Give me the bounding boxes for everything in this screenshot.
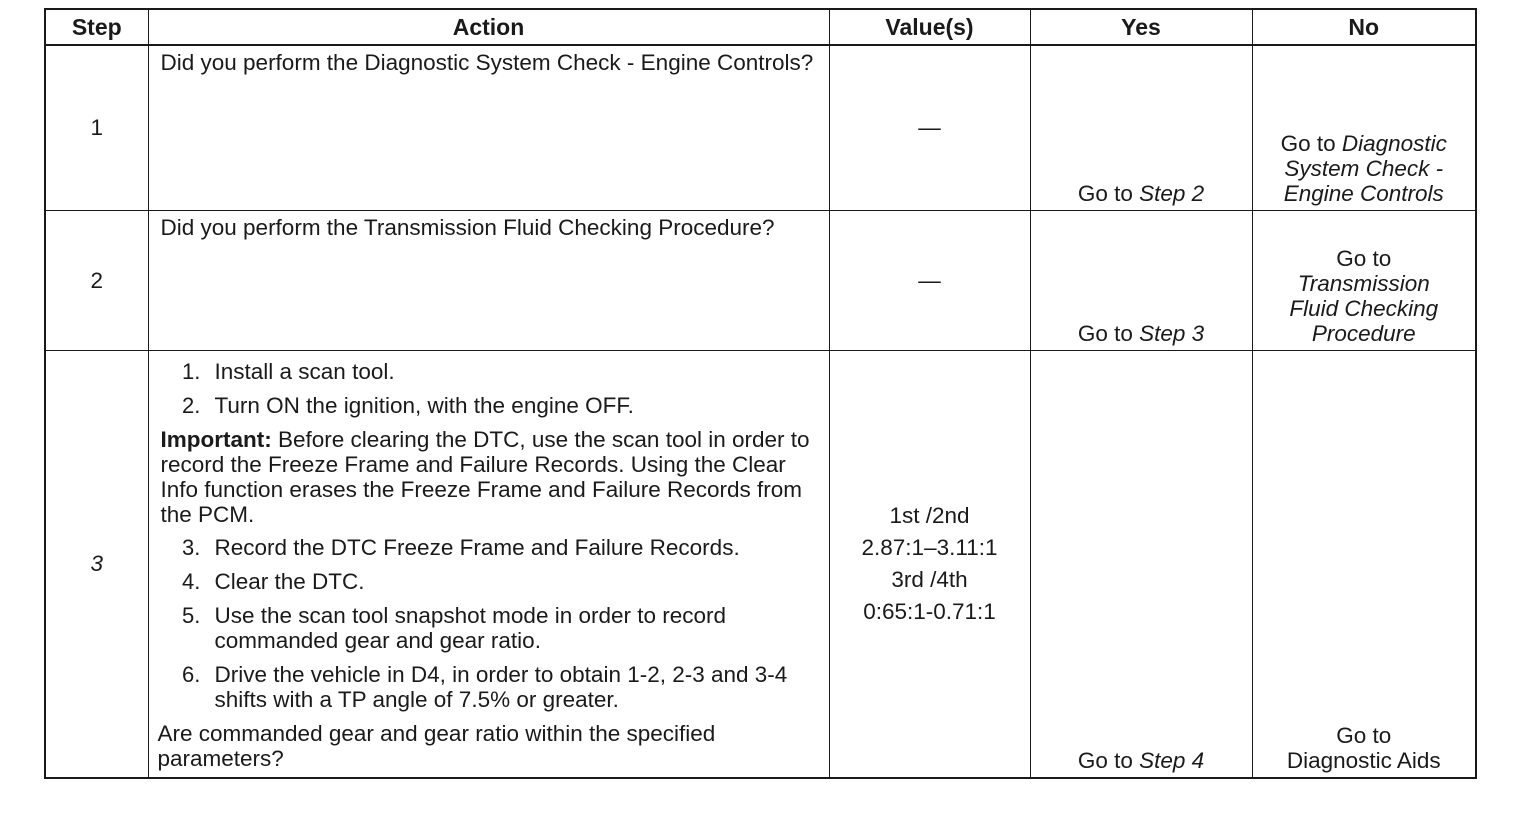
steps-list-a [161, 359, 815, 418]
no-cell[interactable] [1252, 45, 1476, 210]
no-prefix: Go to [1336, 245, 1392, 271]
yes-prefix: Go to [1077, 320, 1140, 346]
value-ratio: 2.87:1–3.11:1 [861, 535, 998, 560]
header-no: No [1252, 9, 1476, 45]
table-row [45, 350, 1476, 778]
list-item: 2. Turn ON the ignition, with the engine OFF. [207, 393, 815, 418]
yes-link[interactable]: Step 4 [1139, 747, 1205, 773]
yes-link[interactable]: Step 2 [1139, 180, 1205, 206]
no-link[interactable]: Transmission Fluid Checking Procedure [1289, 270, 1439, 346]
value-ratio: 0:65:1-0.71:1 [863, 599, 996, 624]
step-number: 1 [45, 45, 148, 210]
no-cell[interactable] [1252, 350, 1476, 778]
no-link[interactable]: Diagnostic Aids [1286, 747, 1441, 773]
list-item: 6. Drive the vehicle in D4, in order to obtain 1-2, 2-3 and 3-4 shifts with a TP angle of 7.5% or greater. [207, 662, 815, 712]
header-values: Value(s) [829, 9, 1030, 45]
list-item: 3. Record the DTC Freeze Frame and Failure Records. [207, 535, 815, 560]
action-question: Did you perform the Transmission Fluid Checking Procedure? [160, 214, 775, 240]
list-item: 1. Install a scan tool. [207, 359, 815, 384]
yes-link[interactable]: Step 3 [1139, 320, 1205, 346]
list-item: 4. Clear the DTC. [207, 569, 815, 594]
yes-cell[interactable] [1030, 45, 1252, 210]
value-cell [829, 45, 1030, 210]
value-dash: — [918, 267, 941, 293]
important-note [161, 427, 815, 527]
important-label: Important: [160, 426, 272, 452]
yes-cell[interactable] [1030, 350, 1252, 778]
no-prefix: Go to [1280, 130, 1342, 156]
header-yes: Yes [1030, 9, 1252, 45]
value-gear-label: 3rd /4th [891, 567, 968, 592]
steps-list-b [161, 535, 815, 712]
yes-prefix: Go to [1077, 747, 1140, 773]
header-row [45, 9, 1476, 45]
value-dash: — [918, 115, 941, 141]
action-text [148, 210, 829, 350]
step-number: 2 [45, 210, 148, 350]
no-link[interactable]: Diagnostic System Check - Engine Controls [1283, 130, 1447, 206]
yes-prefix: Go to [1077, 180, 1140, 206]
yes-cell[interactable] [1030, 210, 1252, 350]
table-row [45, 210, 1476, 350]
value-gear-label: 1st /2nd [889, 503, 970, 528]
important-text: Before clearing the DTC, use the scan tool in order to record the Freeze Frame and Failure Records. Using the Clear Info function erases the Freeze Frame and Failure Records from the PCM. [160, 426, 810, 527]
step-number: 3 [45, 350, 148, 778]
action-question: Did you perform the Diagnostic System Check - Engine Controls? [160, 50, 814, 75]
table-row [45, 45, 1476, 210]
header-action: Action [148, 9, 829, 45]
list-item: 5. Use the scan tool snapshot mode in order to record commanded gear and gear ratio. [207, 603, 815, 653]
diagnostic-table [44, 8, 1477, 779]
no-prefix: Go to [1336, 722, 1392, 748]
action-text [148, 45, 829, 210]
value-cell [829, 350, 1030, 778]
header-step: Step [45, 9, 148, 45]
action-text [148, 350, 829, 778]
no-cell[interactable] [1252, 210, 1476, 350]
action-question: Are commanded gear and gear ratio within the specified parameters? [157, 720, 716, 771]
value-cell [829, 210, 1030, 350]
